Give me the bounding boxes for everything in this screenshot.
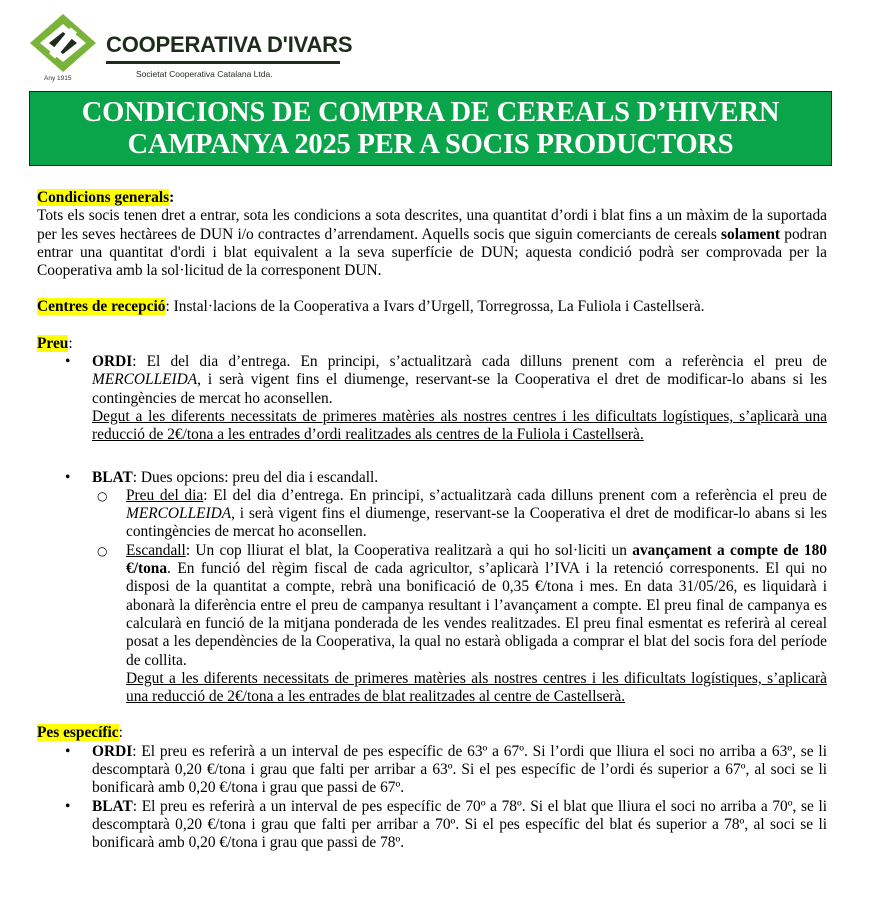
generals-text-a: Tots els socis tenen dret a entrar, sota les condicions a sota descrites, una quantitat d’ordi i blat fins a un màxim de la suportada per les seves hectàrees de DUN i/o contractes d’arrendament. Aquells socis que siguin comerciants de cereals <box>37 207 827 243</box>
generals-paragraph <box>37 207 827 280</box>
section-pes-especific: Pes específic: • ORDI: El preu es referirà a un interval de pes específic de 63º a 67º. Si l’ordi que lliura el soci no arriba a 63º, se li descomptarà 0,20 €/tona i grau que falti per arribar a 63º. Si el pes específic de l’ordi és superior a 67º, al soci se li bonificarà amb 0,20 €/tona i grau que passi de 67º. • BLAT: El preu es referirà a un interval de pes específic de 70º a 78º. Si el blat que lliura el soci no arriba a 70º, se li descomptarà 0,20 €/tona i grau que falti per arribar a 70º. Si el pes específic del blat és superior a 78º, al soci se li bonificarà amb 0,20 €/tona i grau que passi de 78º. <box>37 724 827 852</box>
item-italic: MERCOLLEIDA <box>126 505 232 523</box>
section-heading: Preu <box>37 334 69 352</box>
item-label: Escandall <box>126 541 186 559</box>
item-text: : El del dia d’entrega. En principi, s’actualitzarà cada dilluns prenent com a referència el preu de <box>132 353 827 371</box>
bullet-icon: • <box>65 353 71 371</box>
item-text: : Dues opcions: preu del dia i escandall. <box>132 468 379 486</box>
item-label: BLAT <box>92 468 133 486</box>
section-preu: Preu: • ORDI: El del dia d’entrega. En principi, s’actualitzarà cada dilluns prenent com a referència el preu de MERCOLLEIDA, i serà vigent fins el diumenge, reservant-se la Cooperativa el dret de modificar-lo abans si les contingències de mercat ho aconsellen. Degut a les diferents necessitats de primeres matèries als nostres centres i les dificultats logístiques, s’aplicarà una reducció de 2€/tona a les entrades d’ordi realitzades als centres de la Fuliola i Castellserà. • BLAT: Dues opcions: preu del dia i escandall. ○ Preu del dia: El del dia d’entrega. En principi, s’actualitzarà cada dilluns prenent com a referència el preu de MERCOLLEIDA, i serà vigent fins el diumenge, reservant-se la Cooperativa el dret de modificar-lo abans si les contingències de mercat ho aconsellen. ○ Escandall: Un cop lliurat el blat, la Cooperativa realitzarà a qui ho sol·liciti un avançament a compte de 180 €/tona. En funció del règim fiscal de cada agricultor, s’aplicarà l’IVA i la retenció corresponents. El qui no disposi de la quantitat a compte, rebrà una bonificació de 0,35 €/tona i mes. En data 31/05/26, es liquidarà i abonarà la diferència entre el preu de campanya resultant i l’avançament a compte. El preu final de campanya es calcularà en funció de la mitjana ponderada de les vendes realitzades. El preu final esmentat es referirà al cereal posat a les dependències de la Cooperativa, la qual no estarà obligada a comprar el blat del socis fora del període de collita. Degut a les diferents necessitats de primeres matèries als nostres centres i les dificultats logístiques, s’aplicarà una reducció de 2€/tona a les entrades de blat realitzades al centre de Castellserà. <box>37 334 828 706</box>
circle-bullet-icon: ○ <box>97 488 108 503</box>
bullet-icon: • <box>65 797 71 815</box>
item-text: . En funció del règim fiscal de cada agricultor, s’aplicarà l’IVA i la retenció corresponents. El qui no disposi de la quantitat a compte, rebrà una bonificació de 0,35 €/tona i mes. En data 31/05/26, es liquidarà i abonarà la diferència entre el preu de campanya resultant i l’avançament a compte. El preu final de campanya es calcularà en funció de la mitjana ponderada de les vendes realitzades. El preu final esmentat es referirà al cereal posat a les dependències de la Cooperativa, la qual no estarà obligada a comprar el blat del socis fora del període de collita. <box>126 560 827 669</box>
item-text: , i serà vigent fins el diumenge, reservant-se la Cooperativa el dret de modificar-lo abans si les contingències de mercat ho aconsellen. <box>126 505 827 541</box>
item-italic: MERCOLLEIDA <box>92 371 198 389</box>
list-item-pes-blat <box>37 798 827 853</box>
logo-name: COOPERATIVA D'IVARS <box>106 32 353 57</box>
item-bold: avançament a compte de 180 €/tona <box>126 541 827 578</box>
item-label: ORDI <box>92 353 133 371</box>
circle-bullet-icon: ○ <box>97 543 108 558</box>
bullet-icon: • <box>65 468 71 486</box>
item-text: : Un cop lliurat el blat, la Cooperativa realitzarà a qui ho sol·liciti un <box>185 541 633 559</box>
section-heading: Condicions generals <box>37 189 170 206</box>
item-label: ORDI <box>92 742 133 760</box>
item-text: , i serà vigent fins el diumenge, reservant-se la Cooperativa el dret de modificar-lo abans si les contingències de mercat ho aconsellen. <box>92 371 827 407</box>
list-item-preu-ordi <box>37 353 827 444</box>
item-label: BLAT <box>92 797 133 815</box>
cooperativa-logo-icon <box>28 12 98 74</box>
generals-text-b: podran entrar una quantitat d'ordi i blat equivalent a la seva superfície de DUN; aquesta condició podrà ser comprovada per la Cooperativa amb la sol·licitud de la corresponent DUN. <box>37 225 827 280</box>
blat-reduction-note: Degut a les diferents necessitats de primeres matèries als nostres centres i les dificultats logístiques, s’aplicarà una reducció de 2€/tona a les entrades de blat realitzades al centre de Castellserà. <box>126 669 827 706</box>
list-item-pes-ordi <box>37 743 827 798</box>
title-line-1: CONDICIONS DE COMPRA DE CEREALS D’HIVERN <box>81 97 780 128</box>
list-item-preu-blat <box>37 469 827 487</box>
list-item-escandall <box>37 542 827 707</box>
item-text: : El preu es referirà a un interval de pes específic de 63º a 67º. Si l’ordi que lliura el soci no arriba a 63º, se li descomptarà 0,20 €/tona i grau que falti per arribar a 63º. Si el pes específic de l’ordi és superior a 67º, al soci se li bonificarà amb 0,20 €/tona i grau que passi de 67º. <box>92 742 827 797</box>
section-heading: Pes específic <box>37 724 119 742</box>
list-item-preu-del-dia <box>37 487 827 542</box>
logo-divider <box>106 61 340 64</box>
generals-bold: solament <box>721 225 781 243</box>
bullet-icon: • <box>65 742 71 760</box>
section-centres <box>37 298 827 316</box>
item-label: Preu del dia <box>126 486 204 504</box>
ordi-reduction-note: Degut a les diferents necessitats de primeres matèries als nostres centres i les dificultats logístiques, s’aplicarà una reducció de 2€/tona a les entrades d’ordi realitzades als centres de la Fuliola i Castellserà. <box>92 407 827 444</box>
logo-subtitle: Societat Cooperativa Catalana Ltda. <box>136 69 273 79</box>
item-text: : El del dia d’entrega. En principi, s’actualitzarà cada dilluns prenent com a referència el preu de <box>203 486 828 504</box>
document-body <box>37 189 827 853</box>
section-condicions-generals: Condicions generals: Tots els socis tenen dret a entrar, sota les condicions a sota descrites, una quantitat d’ordi i blat fins a un màxim de la suportada per les seves hectàrees de DUN i/o contractes d’arrendament. Aquells socis que siguin comerciants de cereals solament podran entrar una quantitat d'ordi i blat equivalent a la seva superfície de DUN; aquesta condició podrà ser comprovada per la Cooperativa amb la sol·licitud de la corresponent DUN. <box>37 189 827 280</box>
logo-year: Any 1915 <box>44 75 72 82</box>
centres-text: : Instal·lacions de la Cooperativa a Ivars d’Urgell, Torregrossa, La Fuliola i Castellserà. <box>165 298 705 316</box>
title-line-2: CAMPANYA 2025 PER A SOCIS PRODUCTORS <box>127 129 734 160</box>
item-text: : El preu es referirà a un interval de pes específic de 70º a 78º. Si el blat que lliura el soci no arriba a 70º, se li descomptarà 0,20 €/tona i grau que falti per arribar a 70º. Si el pes específic del blat és superior a 78º, al soci se li bonificarà amb 0,20 €/tona i grau que passi de 78º. <box>92 797 827 852</box>
title-banner <box>29 91 832 166</box>
section-heading: Centres de recepció <box>37 298 166 316</box>
